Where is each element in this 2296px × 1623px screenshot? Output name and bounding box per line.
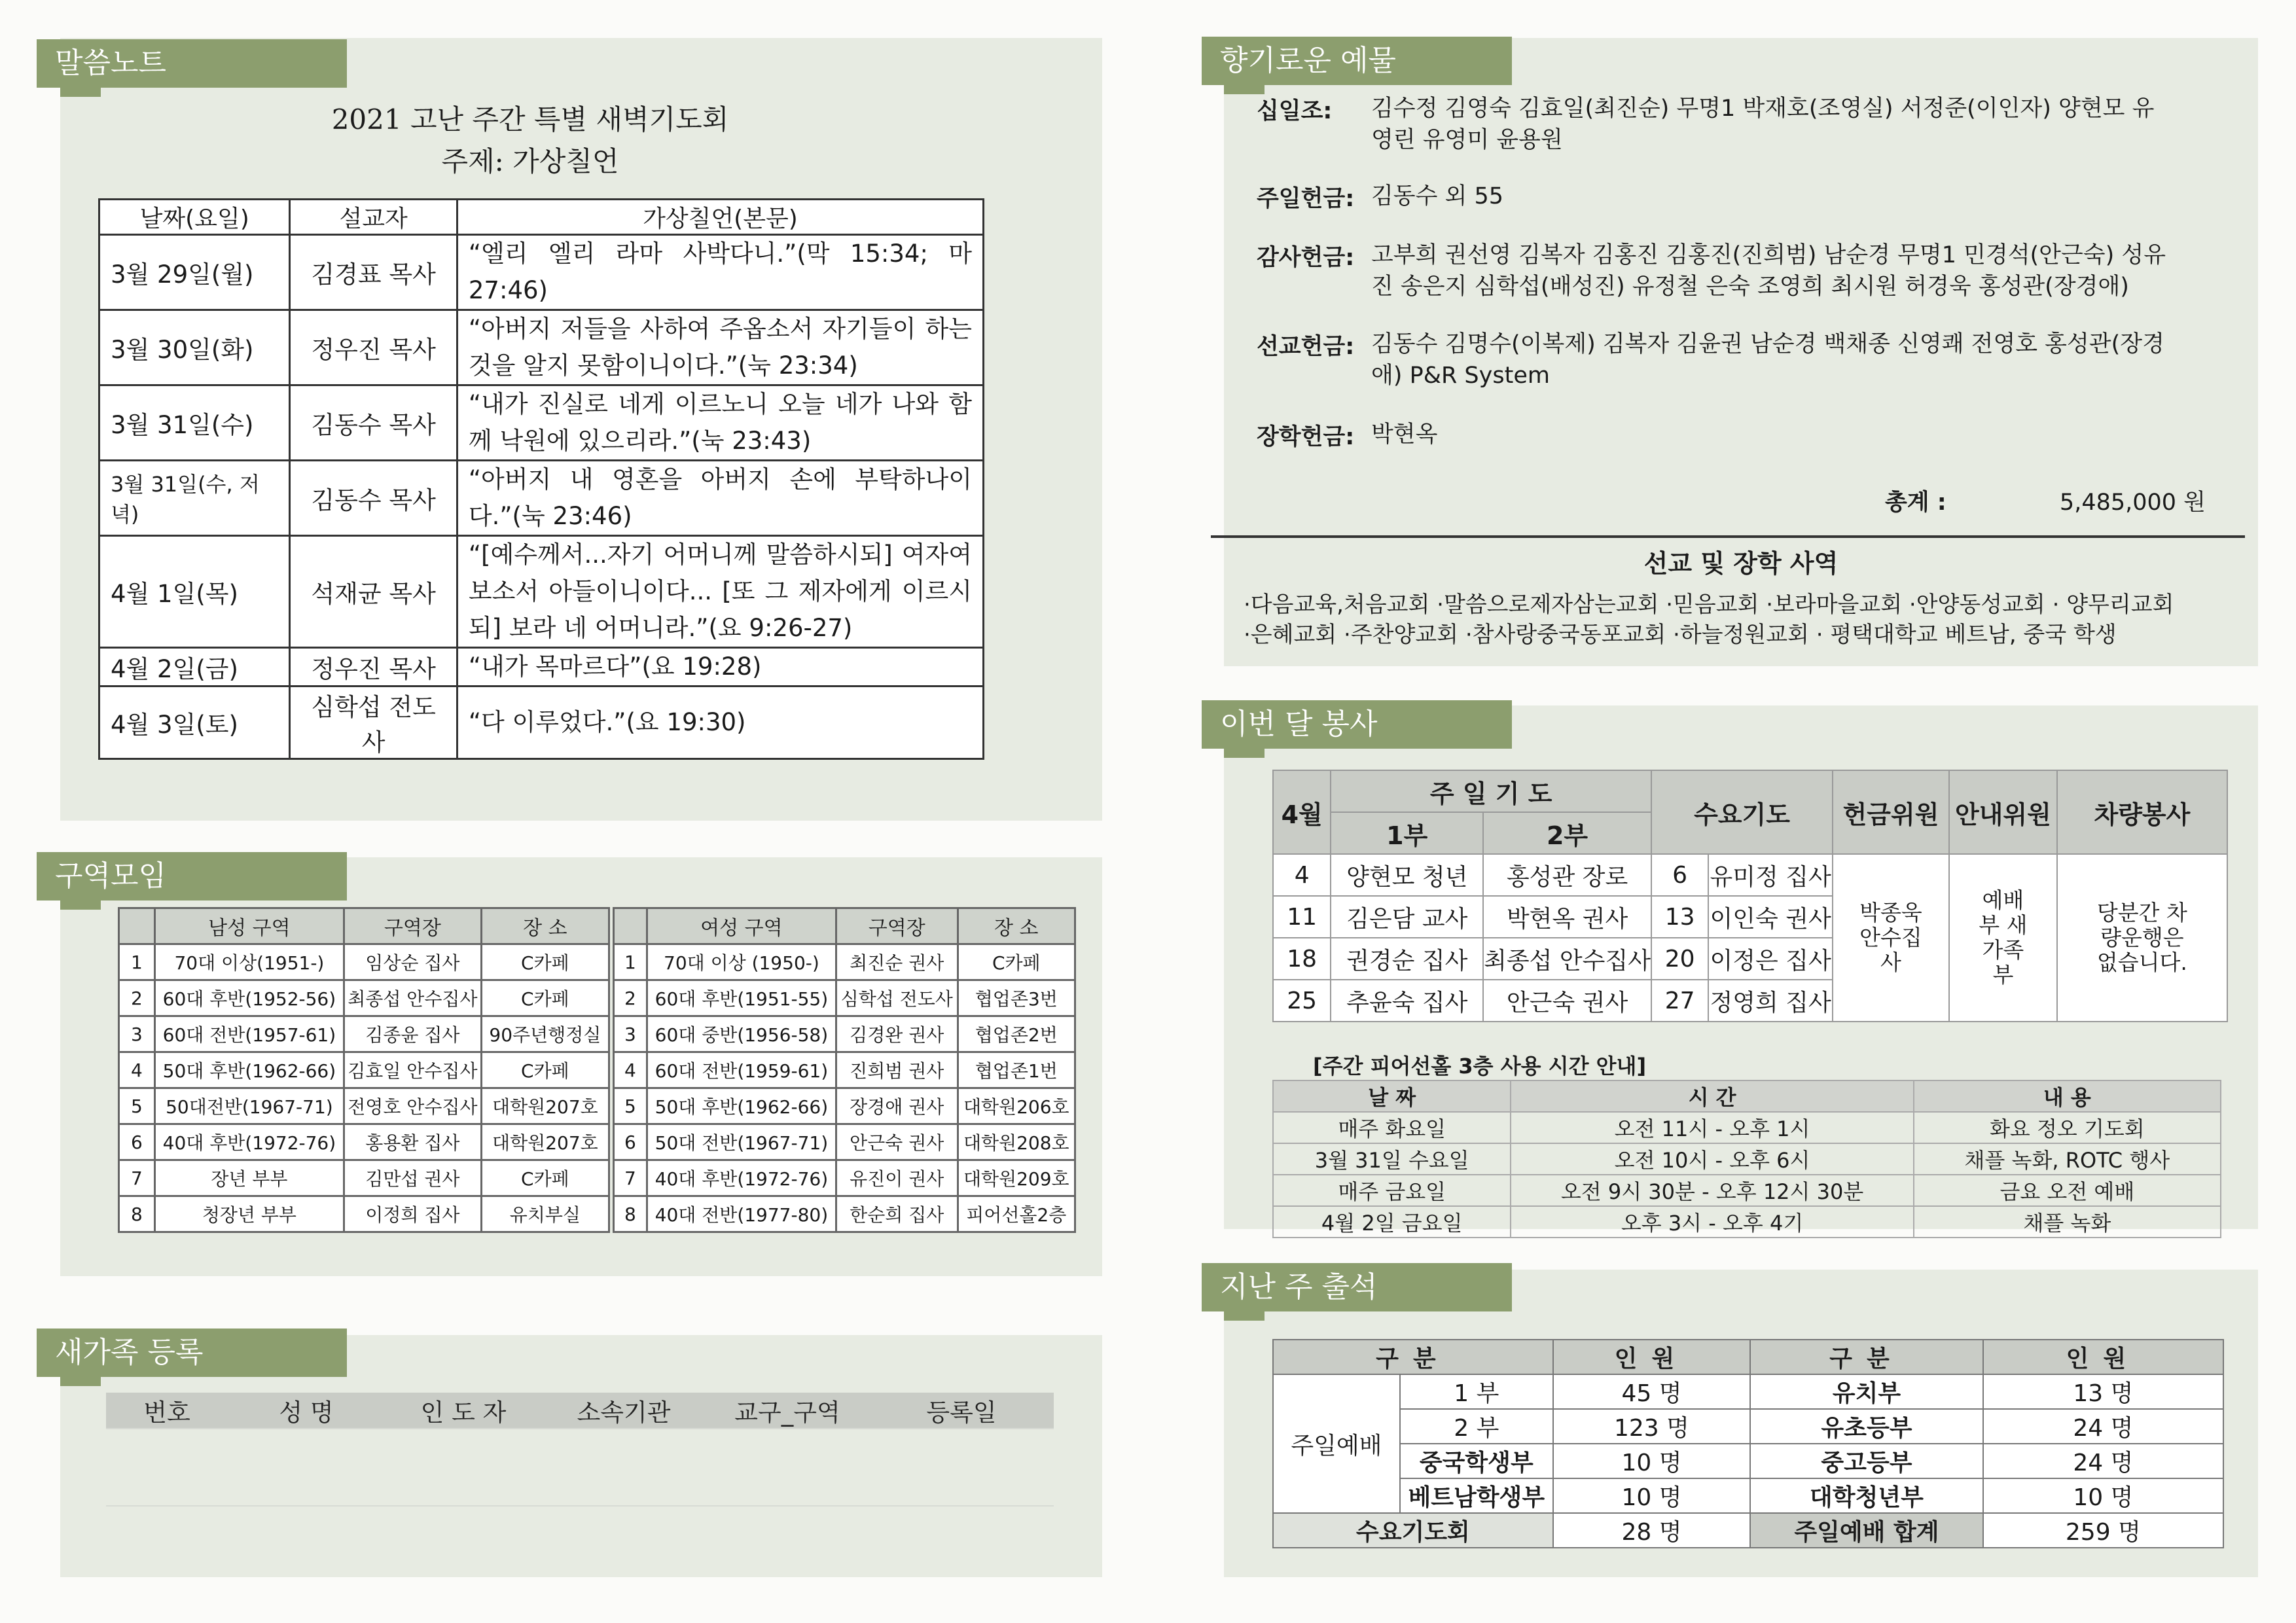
table-row	[1273, 1409, 2223, 1444]
table-row	[1273, 1374, 2223, 1409]
car-header: 차량봉사	[2057, 770, 2227, 854]
cell: 50대 전반(1967-71)	[647, 1124, 836, 1160]
cell: 10 명	[1553, 1478, 1750, 1513]
col-date: 날 짜	[1273, 1080, 1511, 1112]
col-place: 장 소	[481, 908, 609, 944]
cell: 홍용환 집사	[344, 1124, 482, 1160]
divider	[1211, 535, 2245, 538]
col-leader: 구역장	[344, 908, 482, 944]
table-row	[119, 944, 609, 980]
table-row	[119, 980, 609, 1016]
cell: 청장년 부부	[154, 1196, 344, 1232]
table-row	[614, 1016, 1075, 1052]
cell: 매주 화요일	[1273, 1112, 1511, 1143]
cell: 협업존3번	[958, 980, 1075, 1016]
cell: 25	[1273, 980, 1331, 1022]
cell: 8	[119, 1196, 155, 1232]
cell: 대학원206호	[958, 1088, 1075, 1124]
date-cell: 4월 3일(토)	[99, 687, 290, 759]
table-row	[1273, 1513, 2223, 1548]
cell: 홍성관 장로	[1483, 854, 1651, 896]
table-row	[614, 1052, 1075, 1088]
cell: 8	[614, 1196, 647, 1232]
wed-prayer-label: 수요기도회	[1273, 1513, 1553, 1548]
cell: 70대 이상(1951-)	[154, 944, 344, 980]
cell: 3	[119, 1016, 155, 1052]
table-row	[119, 1196, 609, 1232]
cell: 안근숙 권사	[1483, 980, 1651, 1022]
cell: 베트남학생부	[1400, 1478, 1553, 1513]
cell: 한순희 집사	[836, 1196, 958, 1232]
cell: 유진이 권사	[836, 1160, 958, 1196]
cell: 10 명	[1553, 1444, 1750, 1478]
wed-prayer-header: 수요기도	[1651, 770, 1833, 854]
preacher-cell: 김동수 목사	[290, 461, 457, 536]
cell: 협업존1번	[958, 1052, 1075, 1088]
cell: 김경완 권사	[836, 1016, 958, 1052]
usher-header: 헌금위원	[1833, 770, 1949, 854]
mission-offering-label: 선교헌금:	[1257, 334, 1355, 360]
table-row	[614, 1196, 1075, 1232]
verse-cell: “[예수께서...자기 어머니께 말씀하시되] 여자여 보소서 아들이니이다... [또 그 제자에게 이르시되] 보라 네 어머니라.”(요 9:26-27)	[457, 536, 983, 648]
date-cell: 3월 31일(수, 저녁)	[99, 461, 290, 536]
verse-cell: “엘리 엘리 라마 사박다니.”(막 15:34; 마 27:46)	[457, 235, 983, 310]
table-row	[99, 385, 984, 461]
cell: 60대 중반(1956-58)	[647, 1016, 836, 1052]
mission-offering-row	[1257, 329, 2170, 391]
cell: 70대 이상 (1950-)	[647, 944, 836, 980]
cell: 대학원207호	[481, 1124, 609, 1160]
col-name: 성 명	[279, 1399, 334, 1427]
cell: 정영희 집사	[1708, 980, 1833, 1022]
cell: 60대 전반(1957-61)	[154, 1016, 344, 1052]
table-row	[1273, 854, 2227, 896]
sunday-service-label: 주일예배	[1273, 1374, 1400, 1513]
cell: 전영호 안수집사	[344, 1088, 482, 1124]
tab-accent	[60, 901, 101, 910]
col-district: 교구_구역	[734, 1399, 840, 1427]
cell: 40대 후반(1972-76)	[154, 1124, 344, 1160]
cell: C카페	[481, 1052, 609, 1088]
thanks-offering-names: 고부희 권선영 김복자 김홍진 김홍진(진희범) 남순경 무명1 민경석(안근숙) 성유진 송은지 심학섭(배성진) 유정철 은숙 조영희 최시원 허경욱 홍성관(장경애)	[1371, 242, 2166, 300]
col-guide: 인 도 자	[420, 1399, 507, 1427]
men-district-table	[118, 907, 610, 1233]
cell: C카페	[481, 980, 609, 1016]
cell: 13	[1651, 896, 1708, 938]
cell: 10 명	[1983, 1478, 2223, 1513]
cell: 김종윤 집사	[344, 1016, 482, 1052]
preacher-cell: 정우진 목사	[290, 310, 457, 385]
cell: 40대 전반(1977-80)	[647, 1196, 836, 1232]
cell: 90주년행정실	[481, 1016, 609, 1052]
preacher-cell: 석재균 목사	[290, 536, 457, 648]
new-family-tab: 새가족 등록	[37, 1329, 347, 1377]
cell: 7	[614, 1160, 647, 1196]
cell: 유치부실	[481, 1196, 609, 1232]
cell: 6	[119, 1124, 155, 1160]
tithe-row	[1257, 93, 2170, 156]
sunday-offering-row	[1257, 181, 2170, 213]
table-row	[1273, 1175, 2221, 1206]
cell: 매주 금요일	[1273, 1175, 1511, 1206]
cell: 3	[614, 1016, 647, 1052]
sermon-series-title: 2021 고난 주간 특별 새벽기도회	[331, 103, 729, 135]
cell: 양현모 청년	[1331, 854, 1483, 896]
guide-header: 안내위원	[1949, 770, 2057, 854]
cell: 40대 후반(1972-76)	[647, 1160, 836, 1196]
district-tab: 구역모임	[37, 852, 347, 901]
scholarship-offering-label: 장학헌금:	[1257, 424, 1355, 450]
cell: 11	[1273, 896, 1331, 938]
cell: 5	[119, 1088, 155, 1124]
cell: 4	[119, 1052, 155, 1088]
cell: 오전 9시 30분 - 오후 12시 30분	[1511, 1175, 1913, 1206]
sermon-theme: 주제: 가상칠언	[441, 145, 619, 177]
col-org: 소속기관	[577, 1399, 671, 1427]
date-cell: 4월 2일(금)	[99, 648, 290, 687]
cell: C카페	[481, 944, 609, 980]
thanks-offering-label: 감사헌금:	[1257, 245, 1355, 271]
offering-tab: 향기로운 예물	[1202, 37, 1512, 85]
cell: 60대 후반(1951-55)	[647, 980, 836, 1016]
cell: 박현옥 권사	[1483, 896, 1651, 938]
preacher-cell: 심학섭 전도사	[290, 687, 457, 759]
col-date: 등록일	[926, 1399, 997, 1427]
col-count: 인원	[1983, 1340, 2223, 1374]
cell: 추윤숙 집사	[1331, 980, 1483, 1022]
cell: 이정희 집사	[344, 1196, 482, 1232]
cell: 45 명	[1553, 1374, 1750, 1409]
cell: 이인숙 권사	[1708, 896, 1833, 938]
col-place: 장 소	[958, 908, 1075, 944]
col-division: 구분	[1750, 1340, 1983, 1374]
tithe-label: 십일조:	[1257, 98, 1333, 124]
cell: 화요 정오 기도회	[1914, 1112, 2221, 1143]
col-num	[119, 908, 155, 944]
mission-line-2: ·은혜교회 ·주찬양교회 ·참사랑중국동포교회 ·하늘정원교회 · 평택대학교 베트남, 중국 학생	[1244, 622, 2117, 648]
new-family-header	[106, 1393, 1054, 1428]
part2-header: 2부	[1483, 812, 1651, 854]
cell: 오전 10시 - 오후 6시	[1511, 1143, 1913, 1175]
attendance-tab: 지난 주 출석	[1202, 1263, 1512, 1311]
table-row	[99, 648, 984, 687]
verse-cell: “다 이루었다.”(요 19:30)	[457, 687, 983, 759]
car-value: 당분간 차량운행은 없습니다.	[2057, 854, 2227, 1022]
cell: C카페	[481, 1160, 609, 1196]
tab-accent	[60, 1377, 101, 1386]
attendance-table	[1272, 1339, 2224, 1548]
verse-cell: “아버지 내 영혼을 아버지 손에 부탁하나이다.”(눅 23:46)	[457, 461, 983, 536]
women-district-table	[613, 907, 1076, 1233]
table-row	[99, 235, 984, 310]
table-row	[119, 1160, 609, 1196]
verse-cell: “내가 목마르다”(요 19:28)	[457, 648, 983, 687]
cell: 6	[1651, 854, 1708, 896]
date-cell: 4월 1일(목)	[99, 536, 290, 648]
pier-hall-title: [주간 피어선홀 3층 사용 시간 안내]	[1313, 1054, 1647, 1079]
cell: 24 명	[1983, 1444, 2223, 1478]
cell: 안근숙 권사	[836, 1124, 958, 1160]
total-label: 총계 :	[1885, 490, 1946, 516]
col-number: 번호	[143, 1399, 190, 1427]
cell: 대학청년부	[1750, 1478, 1983, 1513]
cell: 김만섭 권사	[344, 1160, 482, 1196]
col-division: 구분	[1273, 1340, 1553, 1374]
cell: 60대 후반(1952-56)	[154, 980, 344, 1016]
date-cell: 3월 31일(수)	[99, 385, 290, 461]
cell: 60대 전반(1959-61)	[647, 1052, 836, 1088]
table-row	[614, 980, 1075, 1016]
cell: 장년 부부	[154, 1160, 344, 1196]
table-row	[119, 1016, 609, 1052]
preacher-cell: 김동수 목사	[290, 385, 457, 461]
cell: 13 명	[1983, 1374, 2223, 1409]
cell: 1	[614, 944, 647, 980]
cell: 24 명	[1983, 1409, 2223, 1444]
cell: 18	[1273, 938, 1331, 980]
cell: 중고등부	[1750, 1444, 1983, 1478]
new-family-blank-rows	[106, 1428, 1054, 1507]
service-tab: 이번 달 봉사	[1202, 700, 1512, 749]
table-row	[99, 310, 984, 385]
service-table	[1272, 770, 2228, 1022]
cell: 1	[119, 944, 155, 980]
sunday-offering-label: 주일헌금:	[1257, 186, 1355, 212]
cell: 이정은 집사	[1708, 938, 1833, 980]
thanks-offering-row	[1257, 240, 2170, 302]
col-text: 가상칠언(본문)	[457, 200, 983, 235]
mission-offering-names: 김동수 김명수(이복제) 김복자 김윤권 남순경 백채종 신영쾌 전영호 홍성관(장경애) P&R System	[1371, 331, 2164, 389]
col-count: 인원	[1553, 1340, 1750, 1374]
verse-cell: “내가 진실로 네게 이르노니 오늘 네가 나와 함께 낙원에 있으리라.”(눅 23:43)	[457, 385, 983, 461]
cell: 대학원208호	[958, 1124, 1075, 1160]
scholarship-offering-row	[1257, 419, 2170, 452]
col-time: 시 간	[1511, 1080, 1913, 1112]
cell: 채플 녹화	[1914, 1206, 2221, 1238]
sermon-table	[98, 198, 984, 760]
preacher-cell: 김경표 목사	[290, 235, 457, 310]
table-row	[614, 1088, 1075, 1124]
month-header: 4월	[1273, 770, 1331, 854]
total-value: 5,485,000 원	[2059, 490, 2206, 516]
col-date: 날짜(요일)	[99, 200, 290, 235]
table-row	[1273, 1112, 2221, 1143]
scholarship-offering-names: 박현옥	[1371, 421, 1438, 448]
date-cell: 3월 29일(월)	[99, 235, 290, 310]
cell: 4	[1273, 854, 1331, 896]
sunday-total-label: 주일예배 합계	[1750, 1513, 1983, 1548]
table-row	[99, 536, 984, 648]
preacher-cell: 정우진 목사	[290, 648, 457, 687]
cell: 김효일 안수집사	[344, 1052, 482, 1088]
cell: 3월 31일 수요일	[1273, 1143, 1511, 1175]
cell: 대학원207호	[481, 1088, 609, 1124]
cell: 장경애 권사	[836, 1088, 958, 1124]
cell: 채플 녹화, ROTC 행사	[1914, 1143, 2221, 1175]
cell: 유초등부	[1750, 1409, 1983, 1444]
tab-accent	[1224, 1311, 1265, 1321]
col-content: 내 용	[1914, 1080, 2221, 1112]
table-row	[614, 1160, 1075, 1196]
mission-title: 선교 및 장학 사역	[1643, 549, 1839, 578]
cell: C카페	[958, 944, 1075, 980]
table-row	[119, 1088, 609, 1124]
cell: 123 명	[1553, 1409, 1750, 1444]
cell: 20	[1651, 938, 1708, 980]
cell: 진희범 권사	[836, 1052, 958, 1088]
table-row	[614, 944, 1075, 980]
cell: 권경순 집사	[1331, 938, 1483, 980]
guide-value: 예배부 새가족부	[1949, 854, 2057, 1022]
cell: 최진순 권사	[836, 944, 958, 980]
tab-accent	[60, 88, 101, 97]
cell: 27	[1651, 980, 1708, 1022]
cell: 1 부	[1400, 1374, 1553, 1409]
cell: 7	[119, 1160, 155, 1196]
part1-header: 1부	[1331, 812, 1483, 854]
tab-accent	[1224, 749, 1265, 758]
table-row	[1273, 1478, 2223, 1513]
table-row	[119, 1124, 609, 1160]
tithe-names: 김수정 김영숙 김효일(최진순) 무명1 박재호(조영실) 서정준(이인자) 양현모 유영린 유영미 윤용원	[1371, 96, 2155, 153]
table-row	[614, 1124, 1075, 1160]
cell: 유미정 집사	[1708, 854, 1833, 896]
verse-cell: “아버지 저들을 사하여 주옵소서 자기들이 하는 것을 알지 못함이니이다.”(눅 23:34)	[457, 310, 983, 385]
mission-line-1: ·다음교육,처음교회 ·말씀으로제자삼는교회 ·믿음교회 ·보라마을교회 ·안양동성교회 · 양무리교회	[1244, 592, 2174, 618]
cell: 4	[614, 1052, 647, 1088]
col-men: 남성 구역	[154, 908, 344, 944]
sunday-offering-names: 김동수 외 55	[1371, 183, 1504, 209]
cell: 금요 오전 예배	[1914, 1175, 2221, 1206]
wed-prayer-count: 28 명	[1553, 1513, 1750, 1548]
cell: 심학섭 전도사	[836, 980, 958, 1016]
cell: 중국학생부	[1400, 1444, 1553, 1478]
date-cell: 3월 30일(화)	[99, 310, 290, 385]
pier-hall-table	[1272, 1080, 2221, 1238]
table-row	[1273, 1206, 2221, 1238]
col-leader: 구역장	[836, 908, 958, 944]
cell: 2	[614, 980, 647, 1016]
cell: 피어선홀2층	[958, 1196, 1075, 1232]
table-row	[1273, 1444, 2223, 1478]
cell: 2	[119, 980, 155, 1016]
table-row	[1273, 1143, 2221, 1175]
cell: 4월 2일 금요일	[1273, 1206, 1511, 1238]
cell: 최종섭 안수집사	[1483, 938, 1651, 980]
cell: 5	[614, 1088, 647, 1124]
cell: 협업존2번	[958, 1016, 1075, 1052]
cell: 오후 3시 - 오후 4기	[1511, 1206, 1913, 1238]
cell: 50대 후반(1962-66)	[154, 1052, 344, 1088]
col-women: 여성 구역	[647, 908, 836, 944]
cell: 오전 11시 - 오후 1시	[1511, 1112, 1913, 1143]
cell: 김은담 교사	[1331, 896, 1483, 938]
col-num	[614, 908, 647, 944]
cell: 50대전반(1967-71)	[154, 1088, 344, 1124]
sunday-total-count: 259 명	[1983, 1513, 2223, 1548]
usher-value: 박종욱 안수집사	[1833, 854, 1949, 1022]
cell: 최종섭 안수집사	[344, 980, 482, 1016]
cell: 50대 후반(1962-66)	[647, 1088, 836, 1124]
word-note-tab: 말씀노트	[37, 39, 347, 88]
cell: 2 부	[1400, 1409, 1553, 1444]
cell: 6	[614, 1124, 647, 1160]
table-row	[99, 461, 984, 536]
col-preacher: 설교자	[290, 200, 457, 235]
cell: 대학원209호	[958, 1160, 1075, 1196]
table-row	[119, 1052, 609, 1088]
table-row	[99, 687, 984, 759]
cell: 유치부	[1750, 1374, 1983, 1409]
sunday-prayer-header: 주 일 기 도	[1331, 770, 1651, 812]
cell: 임상순 집사	[344, 944, 482, 980]
